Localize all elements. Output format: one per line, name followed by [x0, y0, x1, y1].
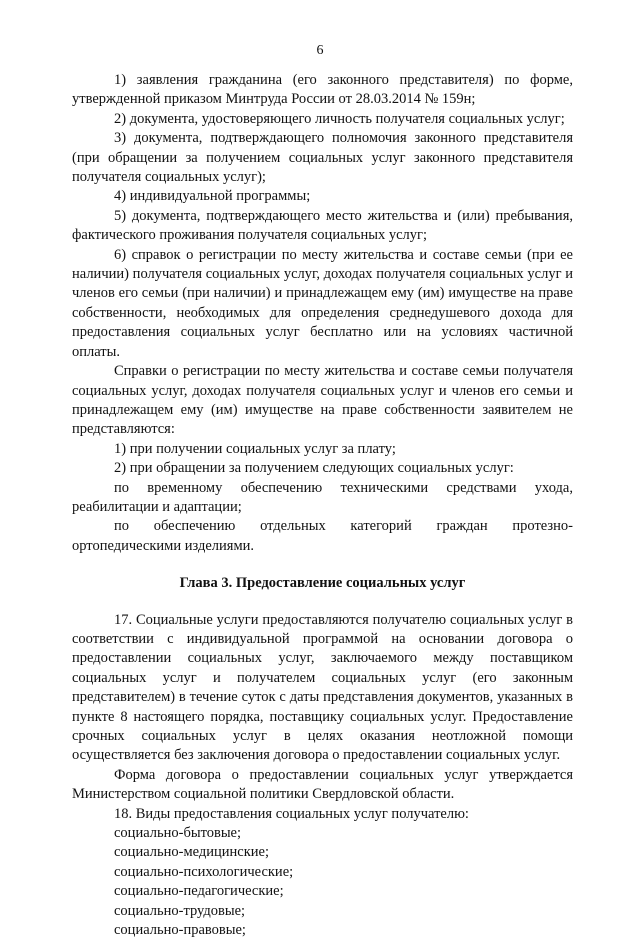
paragraph: 1) при получении социальных услуг за плату; — [114, 440, 396, 457]
paragraph: 5) документа, подтверждающего место жительства и (или) пребывания, фактического проживания получателя социальных услуг; — [72, 207, 573, 244]
list-item: социально-правовые; — [114, 922, 246, 939]
paragraph: по обеспечению отдельных категорий граждан протезно-ортопедическими изделиями. — [72, 518, 573, 554]
paragraph: 6) справок о регистрации по месту жительства и составе семьи (при ее наличии) получателя социальных услуг, доходах получателя социальных услуг и членов его семьи (при наличии) и принадлежащем ему (им) имуществе на праве собственности, необходимых для определения среднедушевого дохода для предоставления социальных услуг бесплатно или на условиях частичной оплаты. — [72, 246, 573, 360]
list-item: социально-медицинские; — [114, 844, 269, 861]
paragraph: 3) документа, подтверждающего полномочия законного представителя (при обращении за получением социальных услуг законного представителя получателя социальных услуг); — [72, 130, 573, 186]
list-item: социально-психологические; — [114, 863, 294, 880]
list-item: социально-трудовые; — [114, 902, 246, 919]
paragraph: 2) документа, удостоверяющего личность получателя социальных услуг; — [114, 110, 565, 127]
document-body — [72, 71, 573, 940]
paragraph: по временному обеспечению техническими средствами ухода, реабилитации и адаптации; — [72, 479, 573, 515]
list-item: социально-педагогические; — [114, 883, 284, 900]
paragraph: Справки о регистрации по месту жительства и составе семьи получателя социальных услуг, доходах получателя социальных услуг и членов его семьи и принадлежащем ему (им) имуществе на праве собственности заявителем не представляются: — [72, 363, 573, 438]
paragraph: 17. Социальные услуги предоставляются получателю социальных услуг в соответствии с индивидуальной программой на основании договора о предоставлении социальных услуг, заключаемого между поставщиком социальных услуг и получателем социальных услуг (его законным представителем) в течение суток с даты представления документов, указанных в пункте 8 настоящего порядка, поставщику социальных услуг. Предоставление срочных социальных услуг в целях оказания неотложной помощи осуществляется без заключения договора о предоставлении социальных услуг. — [72, 611, 573, 764]
paragraph: 1) заявления гражданина (его законного представителя) по форме, утвержденной приказом Минтруда России от 28.03.2014 № 159н; — [72, 72, 573, 108]
page-number: 6 — [316, 43, 324, 58]
paragraph: 2) при обращении за получением следующих социальных услуг: — [114, 460, 514, 477]
chapter-heading: Глава 3. Предоставление социальных услуг — [179, 575, 466, 592]
paragraph: Форма договора о предоставлении социальных услуг утверждается Министерством социальной политики Свердловской области. — [72, 766, 573, 803]
list-item: социально-бытовые; — [114, 825, 242, 842]
paragraph: 18. Виды предоставления социальных услуг получателю: — [114, 805, 469, 822]
paragraph: 4) индивидуальной программы; — [114, 188, 311, 205]
